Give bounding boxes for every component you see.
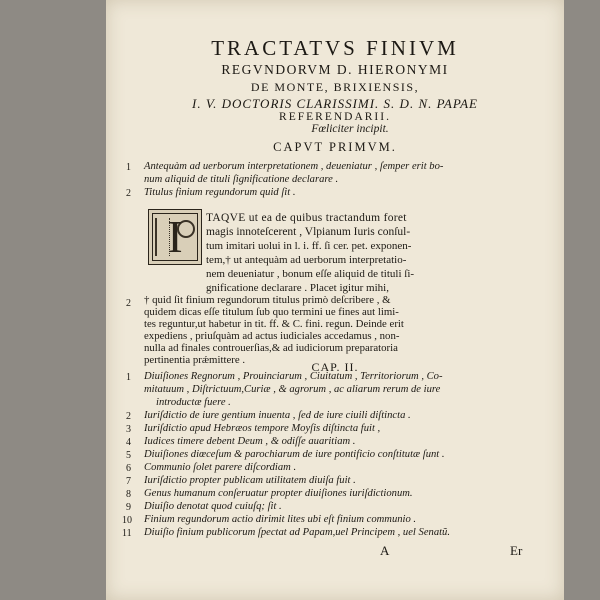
summary-line: num aliquid de tituli ſignificatione declarare . (144, 174, 339, 185)
item-line: Iuriſdictio apud Hebræos tempore Moyſis diſtincta fuit , (144, 423, 381, 434)
title-line-4: I. V. DOCTORIS CLARISSIMI. S. D. N. PAPAE (192, 96, 478, 111)
summary-line: Titulus finium regundorum quid ſit . (144, 187, 296, 198)
item-line: Iudices timere debent Deum , & odiſſe auaritiam . (144, 436, 356, 447)
body-line: nem deueniatur , bonum eſſe aliquid de tituli ſi- (206, 268, 415, 280)
body-line: tum imitari uolui in l. i. ff. ſi cer. pet. exponen- (206, 240, 412, 252)
body-line: expediens , priuſquàm ad actus iudiciales accedamus , non- (144, 330, 400, 342)
item-number: 11 (122, 528, 132, 539)
item-number: 8 (126, 489, 131, 500)
item-line: Finium regundorum actio dirimit lites ubi eſt finium communio . (144, 514, 417, 525)
body-line: † quid ſit finium regundorum titulus primò deſcribere , & (144, 294, 391, 306)
catchword: Er (510, 543, 523, 558)
title-line-3: DE MONTE, BRIXIENSIS, (250, 80, 420, 94)
body-line: magis innoteſcerent , Vlpianum Iuris conſul- (206, 226, 411, 238)
summary-line: Antequàm ad uerborum interpretationem , deueniatur , ſemper erit bo- (144, 161, 444, 172)
body-line: quidem dicas eſſe titulum ſub quo termini ue fines aut limi- (144, 306, 399, 318)
item-line: Iuriſdictio de iure gentium inuenta , ſed de iure ciuili diſtincta . (144, 410, 411, 421)
item-number: 9 (126, 502, 131, 513)
item-number: 2 (126, 411, 131, 422)
body-line: tes reguntur,ut habetur in tit. ff. & C. fini. regun. Deinde erit (144, 318, 404, 330)
summary-number: 2 (126, 188, 131, 199)
title-line-2: REGVNDORVM D. HIERONYMI (221, 62, 449, 77)
item-number: 1 (126, 372, 131, 383)
body-line: tem,† ut antequàm ad uerborum interpretatio- (206, 254, 407, 266)
title-line-1: TRACTATVS FINIVM (211, 36, 459, 60)
chapter-1-heading: CAPVT PRIMVM. (273, 140, 397, 154)
summary-number: 1 (126, 162, 131, 173)
body-line: TAQVE ut ea de quibus tractandum foret (206, 212, 407, 224)
item-number: 10 (122, 515, 132, 526)
item-line: Diuiſio finium publicorum ſpectat ad Papam,uel Principem , uel Senatũ. (144, 527, 450, 538)
chapter-2-heading: CAP. II. (311, 360, 359, 374)
title-line-5: REFERENDARII. (279, 111, 391, 123)
body-line: pertinentia prǽmittere . (144, 354, 246, 366)
item-number: 4 (126, 437, 131, 448)
signature-mark: A (380, 543, 390, 558)
body-line: gnificatione declarare . Placet igitur mihi, (206, 282, 389, 294)
body-line: nulla ad finales controuerſias,& ad iudiciorum preparatoria (144, 342, 398, 354)
book-page (106, 0, 564, 600)
item-line: Diuiſiones diœceſum & parochiarum de iure pontificio conſtitutæ ſunt . (144, 449, 445, 460)
item-number: 3 (126, 424, 131, 435)
title-line-6: Fœliciter incipit. (311, 123, 389, 135)
item-number: 5 (126, 450, 131, 461)
item-number: 6 (126, 463, 131, 474)
decorated-initial (148, 209, 202, 265)
item-line: introductæ fuere . (156, 397, 231, 408)
item-line: Iuriſdictio propter publicam utilitatem diuiſa fuit . (144, 475, 356, 486)
item-line: Genus humanum conſeruatur propter diuiſiones iuriſdictionum. (144, 488, 413, 499)
item-number: 7 (126, 476, 131, 487)
item-line: mitatuum , Diſtrictuum,Curiæ , & agrorum , ac aliarum rerum de iure (144, 384, 441, 395)
item-line: Communio ſolet parere diſcordiam . (144, 462, 297, 473)
item-line: Diuiſiones Regnorum , Prouinciarum , Ciuitatum , Territoriorum , Co- (144, 371, 443, 382)
initial-letter: I (167, 211, 183, 262)
item-line: Diuiſio denotat quod cuiuſq; ſit . (144, 501, 282, 512)
margin-number: 2 (126, 298, 131, 309)
